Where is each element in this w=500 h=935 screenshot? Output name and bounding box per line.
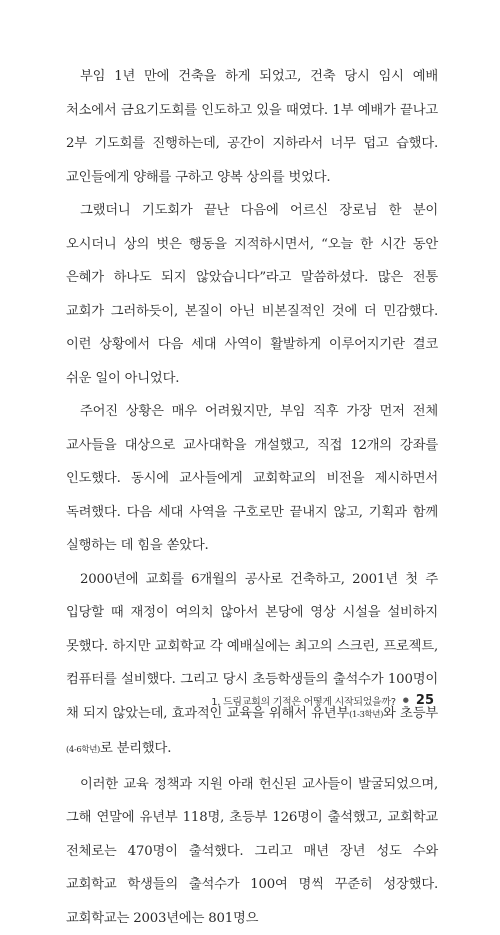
paragraph-4-text-middle: 와 초등부 (383, 706, 438, 721)
grade-range-note-2: (4-6학년) (66, 745, 100, 755)
page-number: 25 (416, 693, 434, 708)
bullet-separator-icon: ● (403, 696, 409, 704)
grade-range-note-1: (1-3학년) (349, 710, 383, 720)
paragraph-2: 그랬더니 기도회가 끝난 다음에 어르신 장로님 한 분이 오시더니 상의 벗은 행동을 지적하시면서, “오늘 한 시간 동안 은혜가 하나도 되지 않았습니다”라고 말씀하셨다. 많은 전통 교회가 그러하듯이, 본질이 아닌 비본질적인 것에 더 민감했다. 이런 상황에서 다음 세대 사역이 활발하게 이루어지기란 결코 쉬운 일이 아니었다. (66, 194, 438, 395)
paragraph-4 (66, 563, 438, 768)
paragraph-5: 이러한 교육 정책과 지원 아래 헌신된 교사들이 발굴되었으며, 그해 연말에 유년부 118명, 초등부 126명이 출석했고, 교회학교 전체로는 470명이 출석했다. 그리고 매년 장년 성도 수와 교회학교 학생들의 출석수가 100여 명씩 꾸준히 성장했다. 교회학교는 2003년에는 801명으 (66, 768, 438, 935)
paragraph-4-text-after: 로 분리했다. (100, 741, 171, 756)
paragraph-4-text-before: 2000년에 교회를 6개월의 공사로 건축하고, 2001년 첫 주 입당할 때 재정이 여의치 않아서 본당에 영상 시설을 설비하지 못했다. 하지만 교회학교 각 예배실에는 최고의 스크린, 프로젝트, 컴퓨터를 설비했다. 그리고 당시 초등학생들의 출석수가 100명이 채 되지 않았는데, 효과적인 교육을 위해서 유년부 (66, 572, 438, 721)
body-text (66, 60, 438, 935)
page-footer (211, 689, 434, 711)
running-head: 1. 드림교회의 기적은 어떻게 시작되었을까? (211, 693, 396, 708)
paragraph-1: 부임 1년 만에 건축을 하게 되었고, 건축 당시 임시 예배 처소에서 금요기도회를 인도하고 있을 때였다. 1부 예배가 끝나고 2부 기도회를 진행하는데, 공간이 지하라서 너무 덥고 습했다. 교인들에게 양해를 구하고 양복 상의를 벗었다. (66, 60, 438, 194)
paragraph-3: 주어진 상황은 매우 어려웠지만, 부임 직후 가장 먼저 전체 교사들을 대상으로 교사대학을 개설했고, 직접 12개의 강좌를 인도했다. 동시에 교사들에게 교회학교의 비전을 제시하면서 독려했다. 다음 세대 사역을 구호로만 끝내지 않고, 기획과 함께 실행하는 데 힘을 쏟았다. (66, 395, 438, 563)
